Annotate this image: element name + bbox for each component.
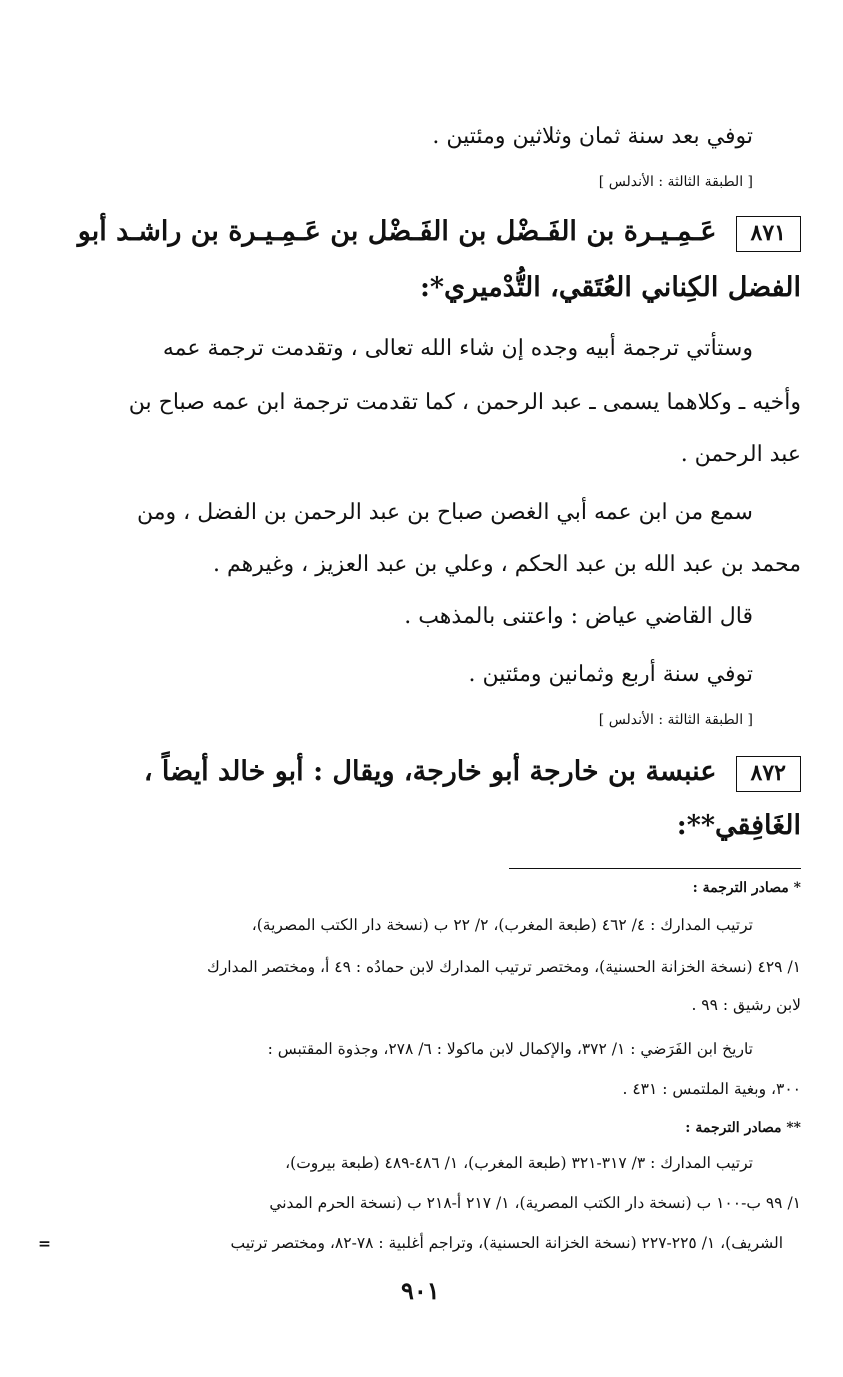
footnote-1-line1: ترتيب المدارك : ٤/ ٤٦٢ (طبعة المغرب)، ٢/ ٢٢ ب (نسخة دار الكتب المصرية)، <box>251 916 753 934</box>
footnote-1-line5: ٣٠٠، وبغية الملتمس : ٤٣١ . <box>622 1080 801 1098</box>
footnote-1-line4: تاريخ ابن الفَرَضي : ١/ ٣٧٢، والإكمال لابن ماكولا : ٦/ ٢٧٨، وجذوة المقتبس : <box>267 1040 753 1058</box>
footnote-2-line3: الشريف)، ١/ ٢٢٥-٢٢٧ (نسخة الخزانة الحسنية)، وتراجم أغلبية : ٧٨-٨٢، ومختصر ترتيب <box>230 1234 783 1252</box>
footnote-1-line2: ١/ ٤٢٩ (نسخة الخزانة الحسنية)، ومختصر ترتيب المدارك لابن حمادُه : ٤٩ أ، ومختصر المدارك <box>207 958 801 976</box>
entry-871-p1-line3: عبد الرحمن . <box>680 442 801 467</box>
footnote-2-line1: ترتيب المدارك : ٣/ ٣١٧-٣٢١ (طبعة المغرب)، ١/ ٤٨٦-٤٨٩ (طبعة بيروت)، <box>285 1154 753 1172</box>
footnote-1-heading: * مصادر الترجمة : <box>692 880 801 896</box>
footnote-2-heading: ** مصادر الترجمة : <box>685 1120 801 1136</box>
entry-872-heading-line2: الغَافِقي**: <box>676 810 801 841</box>
entry-872-tag: [ الطبقة الثالثة : الأندلس ] <box>598 712 753 728</box>
footnote-separator <box>509 868 801 869</box>
entry-871-heading-line1: عَـمِـيـرة بن الفَـضْل بن الفَـضْل بن عَـمِـيـرة بن راشـد أبو <box>77 216 717 247</box>
entry-871-tag: [ الطبقة الثالثة : الأندلس ] <box>598 174 753 190</box>
entry-871-p4: توفي سنة أربع وثمانين ومئتين . <box>468 662 753 687</box>
entry-872-number-box: ٨٧٢ <box>736 756 801 792</box>
entry-871-p2-line1: سمع من ابن عمه أبي الغصن صباح بن عبد الرحمن بن الفضل ، ومن <box>137 500 753 525</box>
entry-871-p3: قال القاضي عياض : واعتنى بالمذهب . <box>404 604 753 629</box>
entry-872-heading-line1-row <box>144 756 801 792</box>
footnote-continuation-mark: = <box>38 1234 51 1253</box>
intro-death-line: توفي بعد سنة ثمان وثلاثين ومئتين . <box>432 124 753 149</box>
footnote-1-line3: لابن رشيق : ٩٩ . <box>691 996 801 1014</box>
entry-871-number-box: ٨٧١ <box>736 216 801 252</box>
entry-871-heading-line1-row <box>78 216 801 252</box>
entry-872-heading-line1: عنبسة بن خارجة أبو خارجة، ويقال : أبو خالد أيضاً ، <box>143 756 717 787</box>
page-number: ٩٠١ <box>401 1276 440 1305</box>
footnote-2-line2: ١/ ٩٩ ب-١٠٠ ب (نسخة دار الكتب المصرية)، ١/ ٢١٧ أ-٢١٨ ب (نسخة الحرم المدني <box>269 1194 801 1212</box>
entry-871-p1-line1: وستأتي ترجمة أبيه وجده إن شاء الله تعالى ، وتقدمت ترجمة عمه <box>162 336 753 361</box>
entry-871-heading-line2: الفضل الكِناني العُتَقي، التُّدْميري*: <box>419 272 801 303</box>
entry-871-p1-line2: وأخيه ـ وكلاهما يسمى ـ عبد الرحمن ، كما تقدمت ترجمة ابن عمه صباح بن <box>128 390 801 415</box>
entry-871-p2-line2: محمد بن عبد الله بن عبد الحكم ، وعلي بن عبد العزيز ، وغيرهم . <box>213 552 801 577</box>
